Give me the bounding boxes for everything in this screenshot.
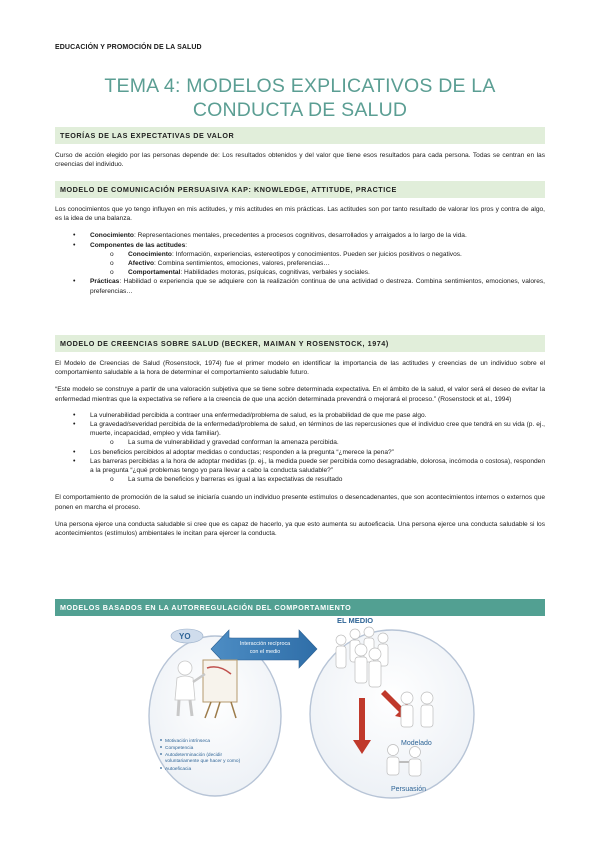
persuasion-label: Persuasión <box>391 786 427 793</box>
page-title: TEMA 4: MODELOS EXPLICATIVOS DE LA CONDUCTA DE SALUD <box>104 75 496 121</box>
section-heading: TEORÍAS DE LAS EXPECTATIVAS DE VALOR <box>55 127 545 144</box>
list-item: voluntariamente que hacer y como) <box>165 759 241 764</box>
section-heading: MODELOS BASADOS EN LA AUTORREGULACIÓN DEL COMPORTAMIENTO <box>55 599 545 616</box>
section-creencias <box>55 335 545 538</box>
section-heading: MODELO DE CREENCIAS SOBRE SALUD (BECKER, MAIMAN Y ROSENSTOCK, 1974) <box>55 335 545 352</box>
term: Afectivo <box>128 260 155 268</box>
medio-label: EL MEDIO <box>337 616 374 625</box>
list-item: Autoeficacia <box>165 767 192 772</box>
yo-badge <box>171 629 203 643</box>
definition: : Habilidad o experiencia que se adquiere con la realización continua de una actividad o destreza. Combina sentimientos, emociones, valores, preferencias… <box>90 278 545 295</box>
list-item: Autodeterminación (decidir <box>165 753 223 758</box>
arrow-label-line1: Interacción recíproca <box>239 641 291 647</box>
arrow-label-line2: con el medio <box>249 649 281 655</box>
section-autorregulacion <box>55 599 545 616</box>
definition: : <box>185 241 188 249</box>
paragraph: El comportamiento de promoción de la salud se iniciaría cuando un individuo presente estímulos o desencadenantes, que son acontecimientos internos o externos que ponen en marcha el proceso. <box>55 494 545 511</box>
definition: : Combina sentimientos, emociones, valores, preferencias… <box>154 260 330 268</box>
definition: : Habilidades motoras, psíquicas, cognitivas, verbales y sociales. <box>180 269 370 277</box>
term: Componentes de las actitudes <box>90 241 186 249</box>
list-item: • Las barreras percibidas a la hora de adoptar medidas (p. ej., la medida puede ser percibida como desagradable, dolorosa, incómoda o costosa), responden a la pregunta “¿qué problemas tengo yo para llevar a cabo la conducta saludable?” <box>55 457 545 475</box>
paragraph: Los conocimientos que yo tengo influyen en mis actitudes, y mis actitudes en mis prácticas. Las actitudes son por tanto resultado de valorar los pros y contra de algo, es la idea de una balanza. <box>55 206 545 223</box>
sub-list-item <box>55 259 545 268</box>
section-kap <box>55 181 545 296</box>
sub-list-item: o La suma de beneficios y barreras es igual a las expectativas de resultado <box>55 475 545 484</box>
self-regulation-diagram <box>145 616 480 801</box>
paragraph: Curso de acción elegido por las personas depende de: Los resultados obtenidos y del valor que tiene esos resultados para cada persona. Todas se centran en las creencias del individuo. <box>55 152 545 169</box>
definition: : Información, experiencias, estereotipos y conocimientos. Pueden ser juicios positivos o negativos. <box>171 250 462 258</box>
list-item: • Los beneficios percibidos al adoptar medidas o conductas; responden a la pregunta “¿merece la pena?” <box>55 448 545 457</box>
list-item: • La vulnerabilidad percibida a contraer una enfermedad/problema de salud, es la probabilidad de que me pase algo. <box>55 411 545 420</box>
quote-paragraph: “Este modelo se construye a partir de una valoración subjetiva que se tiene sobre determinada expectativa. En el ámbito de la salud, el valor será el deseo de evitar la enfermedad mientras que la expectativa se refiere a la creencia de que una acción determinada prevendrá o mejorará el proceso.” (Rosenstock et al., 1994) <box>55 386 545 403</box>
sub-list-item: o La suma de vulnerabilidad y gravedad conforman la amenaza percibida. <box>55 438 545 447</box>
section-heading: MODELO DE COMUNICACIÓN PERSUASIVA KAP: KNOWLEDGE, ATTITUDE, PRACTICE <box>55 181 545 198</box>
term: Conocimiento <box>128 250 172 258</box>
term: Comportamental <box>128 269 181 277</box>
definition: : Representaciones mentales, precedentes a procesos cognitivos, desarrollados y arraigados a lo largo de la vida. <box>133 232 467 240</box>
paragraph: El Modelo de Creencias de Salud (Rosenstock, 1974) fue el primer modelo en identificar la importancia de las actitudes y creencias de un individuo sobre el comportamiento saludable a la hora de determinar el comportamiento saludable futuro. <box>55 360 545 377</box>
yo-label: YO <box>179 632 191 641</box>
list-item: Competencia <box>165 746 194 751</box>
paragraph: Una persona ejerce una conducta saludable si cree que es capaz de hacerlo, ya que esto aumenta su autoeficacia. Una persona ejerce una conducta saludable si los acontecimientos (estímulos) ambientales le incitan para ejercer la conducta. <box>55 520 545 538</box>
term: Prácticas <box>90 278 120 286</box>
bullet-list <box>55 231 545 295</box>
list-item <box>55 241 545 250</box>
list-item <box>55 231 545 240</box>
section-expectativas <box>55 127 545 169</box>
running-header: EDUCACIÓN Y PROMOCIÓN DE LA SALUD <box>55 44 202 51</box>
sub-list-item <box>55 268 545 277</box>
sub-list-item <box>55 250 545 259</box>
list-item: Motivación intrínseca <box>165 739 211 744</box>
list-item <box>55 277 545 295</box>
modelado-label: Modelado <box>401 740 432 747</box>
list-item: • La gravedad/severidad percibida de la enfermedad/problema de salud, en términos de las repercusiones que el individuo cree que tendrá en su vida (p. ej., muerte, incapacidad, empleo y vida familiar). <box>55 420 545 438</box>
term: Conocimiento <box>90 232 134 240</box>
bullet-list <box>55 411 545 485</box>
